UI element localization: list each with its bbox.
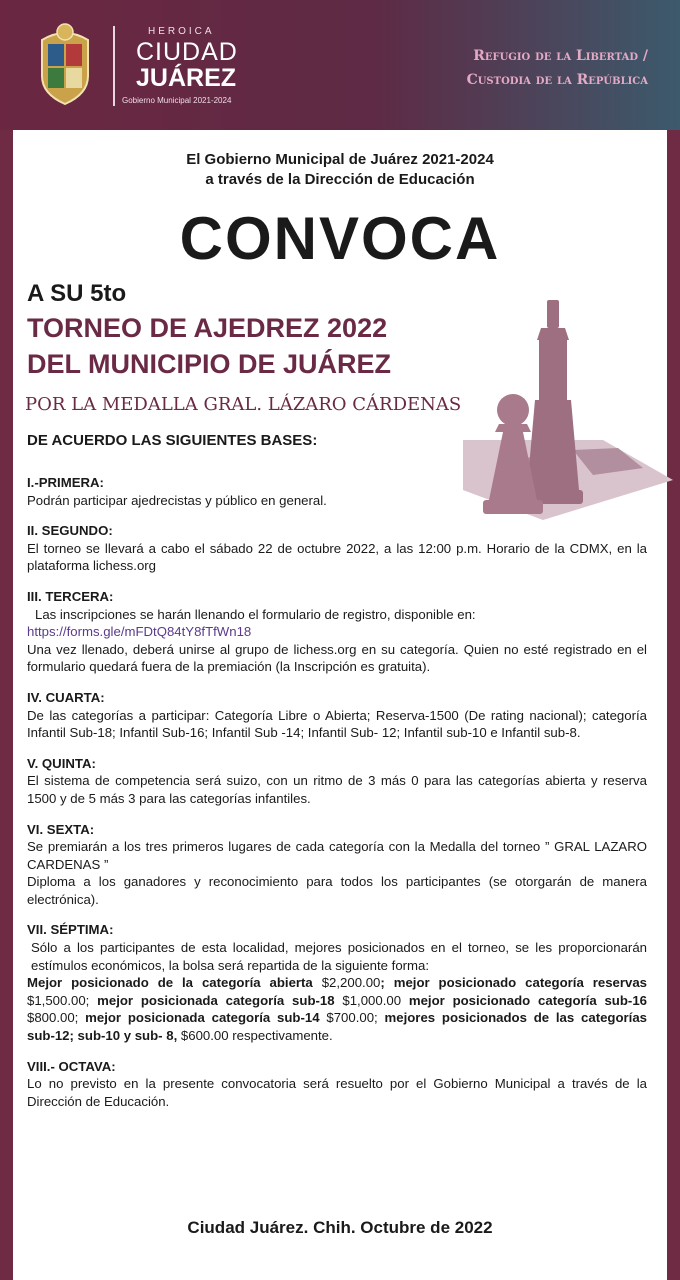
prize-value: $2,200.00: [321, 975, 381, 991]
section-title: II. SEGUNDO:: [27, 523, 113, 539]
intro-line-2: a través de la Dirección de Educación: [205, 171, 475, 188]
section-primera: [27, 474, 647, 509]
prize-value: $800.00;: [27, 1010, 79, 1026]
prize-label: mejor posicionada categoría sub-14: [85, 1010, 320, 1026]
prize-label: mejores posicionados de las categorías sub-12; sub-10 y sub- 8,: [27, 1010, 648, 1044]
header-divider: [113, 26, 115, 106]
prize-label: Mejor posicionado de la categoría abierta: [27, 975, 313, 991]
section-title: VII. SÉPTIMA:: [27, 922, 114, 938]
coat-of-arms-icon: [34, 20, 96, 108]
medal-subtitle: POR LA MEDALLA GRAL. LÁZARO CÁRDENAS: [25, 394, 462, 415]
prize-label: ; mejor posicionado categoría reservas: [380, 975, 647, 991]
gobierno-label: Gobierno Municipal 2021-2024: [122, 96, 232, 105]
prize-label: mejor posicionado categoría sub-16: [408, 992, 647, 1008]
section-title: III. TERCERA:: [27, 588, 114, 604]
section-cuarta: [27, 689, 647, 742]
motto-line-1: Refugio de la Libertad /: [473, 48, 648, 64]
prize-value: $700.00;: [326, 1010, 378, 1026]
section-title: VIII.- OCTAVA:: [27, 1058, 116, 1074]
section-sexta: [27, 821, 647, 909]
section-text: Podrán participar ajedrecistas y público en general.: [27, 492, 327, 508]
prize-list: [27, 974, 647, 1044]
prize-value: $600.00 respectivamente.: [180, 1028, 333, 1044]
convoca-title: CONVOCA: [179, 205, 501, 272]
prize-value: $1,000.00: [342, 992, 402, 1008]
motto-line-2: Custodia de la República: [466, 72, 648, 88]
tournament-title-line-1: TORNEO DE AJEDREZ 2022: [27, 313, 388, 343]
section-segundo: [27, 522, 647, 575]
edition-label: A SU 5to: [27, 280, 127, 307]
section-octava: [27, 1058, 647, 1111]
intro: [13, 150, 667, 190]
juarez-label: JUÁREZ: [136, 64, 237, 92]
heroica-label: HEROICA: [148, 26, 215, 37]
section-text: Diploma a los ganadores y reconocimiento para todos los participantes (se otorgarán de manera electrónica).: [27, 874, 647, 907]
section-title: V. QUINTA:: [27, 755, 96, 771]
registration-form-link[interactable]: https://forms.gle/mFDtQ84tY8fTfWn18: [27, 624, 252, 640]
poster-body: [13, 130, 667, 1280]
section-text: Las inscripciones se harán llenando el formulario de registro, disponible en:: [35, 606, 476, 622]
bases-list: [27, 474, 647, 1123]
header-banner: [0, 0, 680, 130]
section-title: VI. SEXTA:: [27, 821, 95, 837]
motto: [467, 44, 648, 92]
tournament-title: [27, 310, 391, 382]
section-septima: [27, 921, 647, 1044]
section-text: De las categorías a participar: Categoría Libre o Abierta; Reserva-1500 (De rating nacional); categoría Infantil Sub-18; Infantil Sub-16; Infantil Sub -14; Infantil Sub- 12; Infantil sub-10 e Infantil sub-8.: [27, 707, 647, 741]
section-text: Lo no previsto en la presente convocatoria será resuelto por el Gobierno Municipal a través de la Dirección de Educación.: [27, 1076, 647, 1109]
closing-line: Ciudad Juárez. Chih. Octubre de 2022: [187, 1218, 493, 1237]
prize-label: mejor posicionada categoría sub-18: [97, 992, 335, 1008]
section-title: I.-PRIMERA:: [27, 475, 104, 490]
ciudad-label: CIUDAD: [136, 38, 238, 66]
section-text: Sólo a los participantes de esta localidad, mejores posicionados en el torneo, se les proporcionarán estímulos económicos, la bolsa será repartida de la siguiente forma:: [31, 940, 647, 973]
intro-line-1: El Gobierno Municipal de Juárez 2021-2024: [186, 151, 494, 168]
tournament-title-line-2: DEL MUNICIPIO DE JUÁREZ: [27, 349, 392, 379]
section-quinta: [27, 755, 647, 808]
prize-value: $1,500.00;: [27, 992, 90, 1008]
section-text: Una vez llenado, deberá unirse al grupo de lichess.org en su categoría. Quien no esté registrado en el formulario quedará fuera de la premiación (la Inscripción es gratuita).: [27, 641, 647, 675]
section-tercera: [27, 588, 647, 676]
section-title: IV. CUARTA:: [27, 689, 105, 705]
section-text: Se premiarán a los tres primeros lugares de cada categoría con la Medalla del torneo ” GRAL LAZARO CARDENAS ”: [27, 839, 647, 872]
section-text: El sistema de competencia será suizo, con un ritmo de 3 más 0 para las categorías abierta y reserva 1500 y de 5 más 3 para las categorías infantiles.: [27, 773, 647, 806]
bases-heading: DE ACUERDO LAS SIGUIENTES BASES:: [27, 432, 318, 449]
section-text: El torneo se llevará a cabo el sábado 22 de octubre 2022, a las 12:00 p.m. Horario de la CDMX, en la plataforma lichess.org: [27, 540, 647, 574]
